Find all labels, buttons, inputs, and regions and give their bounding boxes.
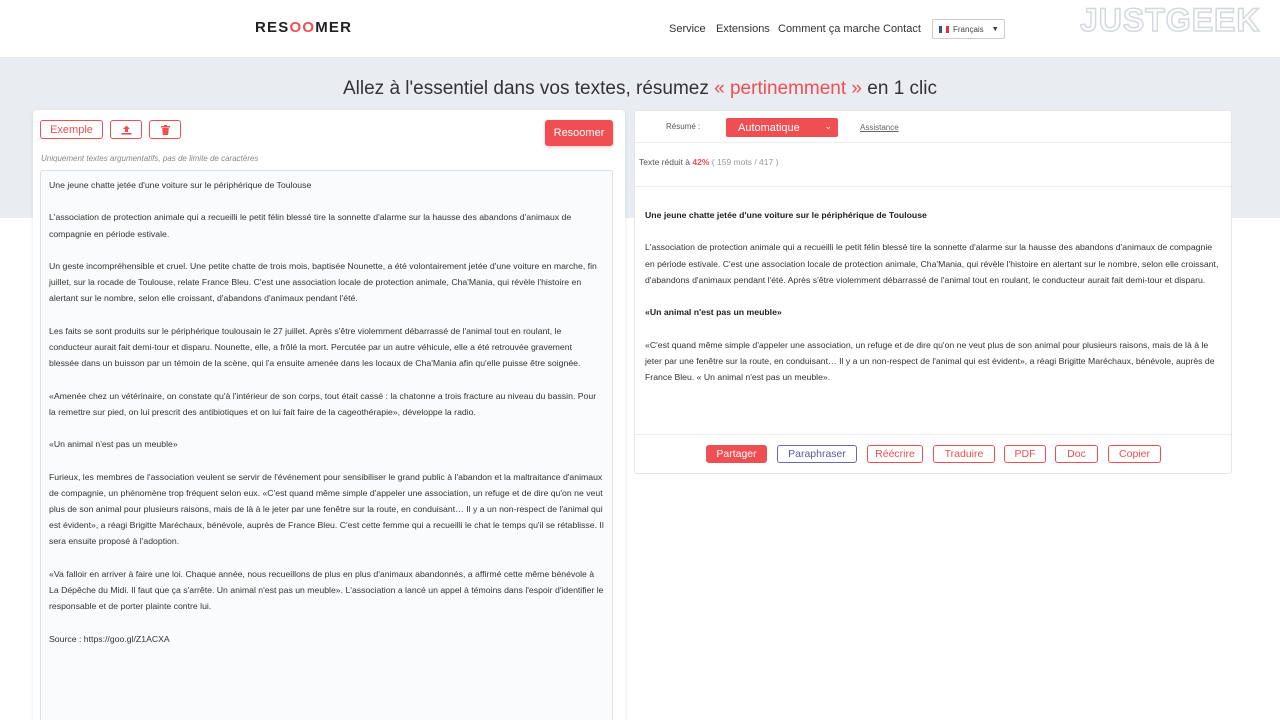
source-paragraph: Furieux, les membres de l'association veulent se servir de l'événement pour sensibiliser le grand public à l'abandon et la maltraitance d'animaux de compagnie, un phénomène trop fréquent selon eux. «C'est quand même simple d'appeler une association, un refuge et de dire qu'on ne veut plus de son animal pour plusieurs raisons, mais de là à le jeter par une fenêtre sur la route, en conduisant… Il y a un non-respect de l'animal qui est évident», a réagi Brigitte Maréchaux, bénévole, auprès de France Bleu. C'est cette femme qui a recueilli le chat le temps qu'il se rétablisse. Il sera ensuite proposé à l'adoption. bbox=[49, 471, 604, 547]
copy-button[interactable]: Copier bbox=[1108, 445, 1161, 463]
language-select[interactable] bbox=[932, 19, 1005, 39]
summary-mode-value: Automatique bbox=[738, 121, 800, 134]
input-hint: Uniquement textes argumentatifs, pas de limite de caractères bbox=[41, 154, 259, 163]
language-label: Français bbox=[953, 24, 984, 34]
resoomer-logo[interactable]: RESOOMER bbox=[255, 19, 353, 36]
nav-item-service[interactable]: Service bbox=[669, 23, 706, 35]
source-paragraph: L'association de protection animale qui a recueilli le petit félin blessé tire la sonnette d'alarme sur la hausse des abandons d'animaux de compagnie en période estivale. bbox=[49, 212, 572, 239]
upload-icon bbox=[121, 125, 132, 135]
rewrite-button[interactable]: Réécrire bbox=[867, 445, 923, 463]
chevron-down-icon: ⌄ bbox=[824, 121, 832, 131]
source-text-area[interactable] bbox=[40, 170, 613, 720]
upload-button[interactable] bbox=[110, 120, 142, 139]
summary-panel bbox=[634, 110, 1232, 474]
nav-item-extensions[interactable]: Extensions bbox=[716, 23, 770, 35]
doc-button[interactable]: Doc bbox=[1055, 445, 1098, 463]
divider bbox=[635, 186, 1231, 187]
page-title: Allez à l'essentiel dans vos textes, résumez « pertinemment » en 1 clic bbox=[343, 78, 937, 99]
pdf-button[interactable]: PDF bbox=[1004, 445, 1046, 463]
summary-paragraph: L'association de protection animale qui a recueilli le petit félin blessé tire la sonnette d'alarme sur la hausse des abandons d'animaux de compagnie en période estivale. C'est une association locale de protection animale, Cha'Mania, qui révèle l'histoire en alertant sur le nombre, selon elle croissant, d'abandons d'animaux pendant l'été. Après s'être violemment débarrassé de l'animal tout en roulant, le conducteur aurait fait demi-tour et disparu. bbox=[645, 242, 1219, 285]
source-paragraph: Une jeune chatte jetée d'une voiture sur le périphérique de Toulouse bbox=[49, 180, 312, 190]
source-paragraph: «Amenée chez un vétérinaire, on constate qu'à l'intérieur de son corps, tout était cassé : la chatonne a trois fracture au niveau du bassin. Pour la remettre sur pied, on lui prescrit des antibiotiques et on lui fait faire de la cageothérapie», développe la radio. bbox=[49, 390, 597, 417]
translate-button[interactable]: Traduire bbox=[933, 445, 995, 463]
summary-mode-select[interactable] bbox=[726, 118, 838, 137]
justgeek-watermark: JUSTGEEK bbox=[1080, 2, 1261, 38]
summary-label: Résumé : bbox=[666, 122, 701, 131]
input-panel bbox=[33, 110, 625, 720]
assistance-link[interactable]: Assistance bbox=[860, 123, 899, 132]
summary-actions bbox=[635, 434, 1231, 474]
summary-toolbar bbox=[635, 111, 1231, 143]
nav-item-contact[interactable]: Contact bbox=[883, 23, 921, 35]
french-flag-icon bbox=[939, 26, 949, 33]
word-count: ( 159 mots / 417 ) bbox=[711, 157, 779, 167]
summary-paragraph: «C'est quand même simple d'appeler une association, un refuge et de dire qu'on ne veut plus de son animal pour plusieurs raisons, mais de là à le jeter par une fenêtre sur la route, en conduisant… Il y a un non-respect de l'animal qui est évident», a réagi Brigitte Maréchaux, bénévole, auprès de France Bleu. « Un animal n'est pas un meuble». bbox=[645, 339, 1215, 382]
trash-icon bbox=[161, 125, 170, 135]
source-paragraph: Les faits se sont produits sur le périphérique toulousain le 27 juillet. Après s'être violemment débarrassé de l'animal tout en roulant, le conducteur aurait fait demi-tour et disparu. Nounette, elle, a frôlé la mort. Percutée par un autre véhicule, elle a été retrouvée gravement blessée dans un buisson par un témoin de la scène, qui l'a ensuite amenée dans les locaux de Cha'Mania afin qu'elle puisse être soignée. bbox=[49, 325, 581, 369]
source-paragraph: Source : https://goo.gl/Z1ACXA bbox=[49, 633, 170, 644]
resoomer-submit-button[interactable]: Resoomer bbox=[545, 120, 613, 146]
delete-button[interactable] bbox=[149, 120, 181, 139]
reduction-percent: 42% bbox=[692, 157, 710, 167]
reduction-stats: Texte réduit à 42% ( 159 mots / 417 ) bbox=[639, 157, 779, 167]
example-button[interactable]: Exemple bbox=[40, 120, 103, 139]
summary-paragraph: Une jeune chatte jetée d'une voiture sur le périphérique de Toulouse bbox=[645, 210, 927, 220]
source-paragraph: «Un animal n'est pas un meuble» bbox=[49, 439, 178, 450]
source-paragraph: Un geste incompréhensible et cruel. Une petite chatte de trois mois, baptisée Nounette, a été volontairement jetée d'une voiture en marche, fin juillet, sur la rocade de Toulouse, relate France Bleu. C'est une association locale de protection animale, Cha'Mania, qui révèle l'histoire en alertant sur le nombre, selon elle croissant, d'abandons d'animaux pendant l'été. bbox=[49, 260, 597, 304]
summary-text bbox=[645, 207, 1223, 401]
source-paragraph: «Va falloir en arriver à faire une loi. Chaque année, nous recueillons de plus en plus d'animaux abandonnés, a affirmé cette même bénévole à La Dépêche du Midi. Il faut que ça s'arrête. Un animal n'est pas un meuble». L'association a lancé un appel à témoins dans l'espoir d'identifier le responsable et de porter plainte contre lui. bbox=[49, 568, 604, 612]
caret-down-icon: ▼ bbox=[991, 25, 999, 33]
share-button[interactable]: Partager bbox=[706, 445, 767, 463]
nav-item-how-it-works[interactable]: Comment ça marche bbox=[778, 23, 881, 35]
summary-paragraph: «Un animal n'est pas un meuble» bbox=[645, 307, 782, 318]
paraphrase-button[interactable]: Paraphraser bbox=[777, 445, 857, 463]
